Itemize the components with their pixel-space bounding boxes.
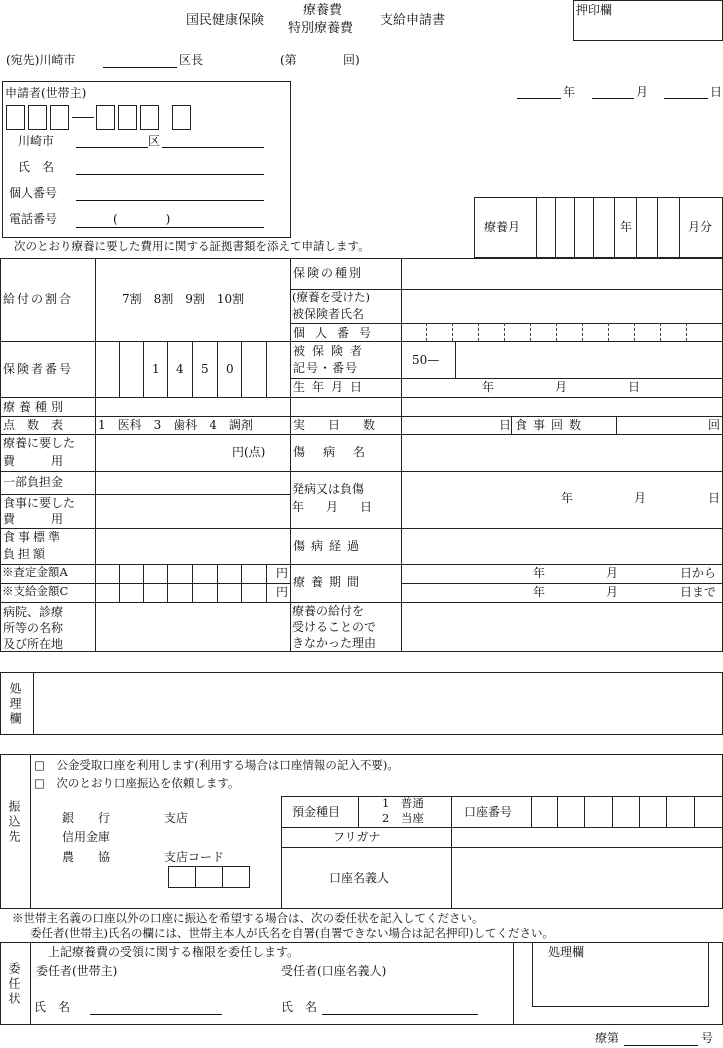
- row-line: [0, 564, 723, 565]
- postal-digit-box[interactable]: [6, 105, 25, 130]
- column-divider: [95, 258, 96, 652]
- cell-divider: [192, 564, 193, 602]
- row-line: [0, 397, 723, 398]
- phone-paren: ( ): [113, 212, 171, 226]
- cost-label: 療養に要した: [3, 436, 76, 450]
- row-line: [0, 434, 723, 435]
- birth-month: 月: [555, 380, 568, 394]
- meal-count-label: 食事回数: [515, 418, 588, 432]
- insured-name-label-2: 被保険者氏名: [292, 307, 365, 321]
- cell-divider: [531, 796, 532, 827]
- treatment-year-label: 年: [620, 220, 633, 234]
- row-line: [290, 341, 723, 342]
- illness-label: 傷病名: [293, 445, 384, 459]
- onset-label-2: 年月日: [292, 500, 395, 514]
- date-day-blank[interactable]: [664, 98, 708, 99]
- cell-divider: [574, 197, 575, 258]
- file-number-field[interactable]: [624, 1045, 698, 1046]
- meal-standard-label: 食事標準: [3, 530, 64, 544]
- postal-digit-box[interactable]: [140, 105, 159, 130]
- ward-address-blank[interactable]: [162, 147, 264, 148]
- postal-digit-box[interactable]: [28, 105, 47, 130]
- reason-label: 療養の給付を: [292, 604, 365, 618]
- cell-divider: [536, 197, 537, 258]
- row-line: [0, 602, 723, 603]
- row-line: [401, 583, 723, 584]
- hospital-label-3: 及び所在地: [3, 637, 64, 651]
- row-line: [0, 416, 723, 417]
- proxy-processing-label: 処理欄: [548, 945, 585, 959]
- cell-divider: [281, 796, 282, 909]
- hospital-label: 病院、診療: [3, 605, 64, 619]
- cell-divider: [694, 796, 695, 827]
- delegatee-name-label: 氏 名: [281, 1000, 318, 1014]
- cell-divider: [584, 796, 585, 827]
- file-number-suffix: 号: [701, 1031, 714, 1045]
- reason-label-3: きなかった理由: [292, 636, 377, 650]
- account-number-label: 口座番号: [464, 805, 513, 819]
- cell-divider: [593, 197, 594, 258]
- cell-divider: [679, 197, 680, 258]
- points-label: 点数表: [3, 418, 76, 432]
- row-line: [290, 378, 723, 379]
- date-year-label: 年: [563, 85, 576, 99]
- phone-field[interactable]: [76, 227, 264, 228]
- postal-digit-box[interactable]: [96, 105, 115, 130]
- column-divider: [290, 258, 291, 652]
- public-account-option[interactable]: □ 公金受取口座を利用します(利用する場合は口座情報の記入不要)。: [34, 758, 399, 772]
- insured-name-label: (療養を受けた): [292, 290, 370, 304]
- period-from-day: 日から: [680, 566, 717, 580]
- copay-label: 一部負担金: [3, 475, 64, 489]
- cell-divider: [266, 341, 267, 397]
- insurer-digit: 4: [176, 362, 184, 376]
- date-day-label: 日: [710, 85, 723, 99]
- column-divider: [401, 258, 402, 652]
- digit-divider: [634, 323, 635, 341]
- name-label: 氏 名: [18, 160, 55, 174]
- cell-divider: [614, 197, 615, 258]
- onset-day: 日: [708, 491, 721, 505]
- birth-date-label: 生年月日: [293, 380, 370, 394]
- bank-type-3: 農 協: [62, 850, 111, 864]
- points-options[interactable]: 1 医科 3 歯科 4 調剤: [98, 418, 253, 432]
- row-line: [0, 471, 723, 472]
- postal-digit-box[interactable]: [118, 105, 137, 130]
- deposit-type-ordinary[interactable]: 1 普通: [382, 796, 424, 810]
- cell-divider: [639, 796, 640, 827]
- bank-type-1: 銀 行: [62, 811, 111, 825]
- cell-divider: [241, 341, 242, 397]
- actual-days-label: 実日数: [293, 418, 399, 432]
- treatment-month-label: 療養月: [484, 220, 521, 234]
- period-to-year: 年: [533, 585, 546, 599]
- date-month-blank[interactable]: [592, 98, 634, 99]
- processing-label: 処理欄: [8, 682, 22, 727]
- type-label-2: 特別療養費: [288, 21, 354, 36]
- digit-divider: [660, 323, 661, 341]
- row-line: [281, 827, 723, 828]
- cell-divider: [222, 866, 223, 888]
- cell-divider: [455, 341, 456, 378]
- personal-id-label: 個人番号: [9, 186, 58, 200]
- hospital-label-2: 所等の名称: [3, 621, 64, 635]
- cell-divider: [657, 197, 658, 258]
- delegator-name-label: 氏 名: [34, 1000, 71, 1014]
- meal-count-unit: 回: [708, 418, 721, 432]
- cell-divider: [358, 796, 359, 827]
- period-to-month: 月: [606, 585, 619, 599]
- illness-course-label: 傷病経過: [293, 539, 366, 553]
- furigana-label: フリガナ: [333, 830, 381, 844]
- cell-divider: [143, 341, 144, 397]
- cell-divider: [557, 796, 558, 827]
- period-from-month: 月: [606, 566, 619, 580]
- digit-divider: [426, 323, 427, 341]
- insurer-digit: 1: [152, 362, 160, 376]
- cell-divider: [143, 564, 144, 602]
- applicant-ward: 区: [148, 134, 161, 148]
- ward-blank-line[interactable]: [103, 67, 177, 68]
- cell-divider: [666, 796, 667, 827]
- row-line: [281, 847, 723, 848]
- date-year-blank[interactable]: [517, 98, 561, 99]
- file-number-prefix: 療第: [595, 1031, 620, 1045]
- benefit-ratio-options[interactable]: 7割 8割 9割 10割: [122, 292, 245, 306]
- personal-number-label: 個人番号: [293, 326, 382, 340]
- benefit-ratio-label: 給付の割合: [3, 292, 74, 306]
- cell-divider: [192, 341, 193, 397]
- note-proxy-condition: ※世帯主名義の口座以外の口座に振込を希望する場合は、次の委任状を記入してください。: [12, 911, 484, 925]
- assessed-amount-label: ※査定金額A: [2, 565, 68, 579]
- meal-cost-label-2: 費 用: [3, 512, 64, 526]
- count-close: 回): [343, 53, 360, 67]
- period-from-year: 年: [533, 566, 546, 580]
- cell-divider: [513, 942, 514, 1025]
- row-line: [281, 796, 723, 797]
- meal-cost-label: 食事に要した: [3, 496, 76, 510]
- cell-divider: [266, 564, 267, 602]
- delegator-label: 委任者(世帯主): [36, 964, 118, 978]
- deposit-type-label: 預金種目: [292, 805, 341, 819]
- insured-symbol-label-2: 記号・番号: [293, 361, 359, 375]
- cell-divider: [119, 564, 120, 602]
- count-open: (第: [280, 53, 297, 67]
- treatment-type-label: 療養種別: [3, 400, 68, 414]
- digit-divider: [686, 323, 687, 341]
- personal-id-field[interactable]: [76, 200, 264, 201]
- postal-digit-box[interactable]: [50, 105, 69, 130]
- proxy-side-label: 委任状: [7, 962, 21, 1007]
- cell-divider: [30, 942, 31, 1025]
- insurance-type-label: 保険の種別: [293, 266, 364, 280]
- insured-symbol-label: 被保険者: [293, 344, 370, 358]
- row-line: [290, 323, 723, 324]
- yen-unit: 円: [276, 585, 289, 599]
- insurer-digit: 5: [201, 362, 209, 376]
- note-signature: 委任者(世帯主)氏名の欄には、世帯主本人が氏名を自署(自署できない場合は記名押印)してください。: [30, 926, 554, 940]
- proxy-statement: 上記療養費の受領に関する権限を委任します。: [48, 945, 300, 959]
- digit-divider: [608, 323, 609, 341]
- transfer-side-label: 振込先: [7, 800, 21, 845]
- treatment-month-unit: 月分: [688, 220, 713, 234]
- form-name: 支給申請書: [380, 13, 446, 28]
- cell-divider: [33, 672, 34, 735]
- seal-label: 押印欄: [576, 3, 613, 17]
- city-blank[interactable]: [76, 147, 148, 148]
- digit-divider: [582, 323, 583, 341]
- onset-month: 月: [634, 491, 647, 505]
- applicant-city: 川崎市: [18, 134, 55, 148]
- delegator-name-field[interactable]: [90, 1014, 222, 1015]
- yen-unit: 円: [276, 566, 289, 580]
- cell-divider: [511, 416, 512, 434]
- processing-box[interactable]: [0, 672, 723, 735]
- digit-divider: [556, 323, 557, 341]
- branch-label: 支店: [164, 811, 189, 825]
- cell-divider: [612, 796, 613, 827]
- addressee-prefix: (宛先)川崎市: [6, 53, 76, 67]
- deposit-type-current[interactable]: 2 当座: [382, 811, 424, 825]
- applicant-title: 申請者(世帯主): [5, 86, 87, 100]
- row-line: [0, 528, 723, 529]
- onset-label: 発病又は負傷: [292, 482, 365, 496]
- digit-divider: [530, 323, 531, 341]
- account-holder-label: 口座名義人: [329, 871, 390, 885]
- applicant-name-field[interactable]: [76, 174, 264, 175]
- cell-divider: [616, 416, 617, 434]
- branch-code-field[interactable]: [168, 866, 250, 888]
- type-label-1: 療養費: [303, 3, 343, 18]
- paid-amount-label: ※支給金額C: [2, 584, 69, 598]
- bank-transfer-option[interactable]: □ 次のとおり口座振込を依頼します。: [34, 776, 240, 790]
- application-statement: 次のとおり療養に要した費用に関する証拠書類を添えて申請します。: [14, 239, 370, 253]
- row-line: [0, 494, 290, 495]
- postal-hyphen: [72, 117, 94, 118]
- treatment-period-label: 療養期間: [293, 575, 366, 589]
- period-to-day: 日まで: [680, 585, 717, 599]
- days-unit: 日: [499, 418, 512, 432]
- onset-year: 年: [561, 491, 574, 505]
- phone-label: 電話番号: [9, 212, 58, 226]
- digit-divider: [504, 323, 505, 341]
- cost-unit: 円(点): [232, 445, 266, 459]
- cell-divider: [241, 564, 242, 602]
- cell-divider: [195, 866, 196, 888]
- reason-label-2: 受けることので: [292, 620, 377, 634]
- cell-divider: [167, 564, 168, 602]
- cell-divider: [555, 197, 556, 258]
- digit-divider: [478, 323, 479, 341]
- cell-divider: [167, 341, 168, 397]
- postal-digit-box[interactable]: [172, 105, 191, 130]
- branch-code-label: 支店コード: [164, 850, 225, 864]
- cell-divider: [451, 796, 452, 909]
- cost-label-2: 費 用: [3, 454, 64, 468]
- date-month-label: 月: [636, 85, 649, 99]
- program-title: 国民健康保険: [186, 13, 265, 28]
- delegatee-label: 受任者(口座名義人): [281, 964, 387, 978]
- birth-year: 年: [482, 380, 495, 394]
- digit-divider: [452, 323, 453, 341]
- cell-divider: [217, 564, 218, 602]
- insurer-digit: 0: [226, 362, 234, 376]
- cell-divider: [30, 754, 31, 909]
- insurer-number-label: 保険者番号: [3, 362, 74, 376]
- cell-divider: [636, 197, 637, 258]
- delegatee-name-field[interactable]: [322, 1014, 478, 1015]
- bank-type-2: 信用金庫: [62, 830, 111, 844]
- insured-symbol-prefix: 50—: [412, 353, 440, 367]
- addressee-suffix: 区長: [179, 53, 204, 67]
- meal-standard-label-2: 負担額: [3, 547, 49, 561]
- cell-divider: [119, 341, 120, 397]
- cell-divider: [217, 341, 218, 397]
- birth-day: 日: [628, 380, 641, 394]
